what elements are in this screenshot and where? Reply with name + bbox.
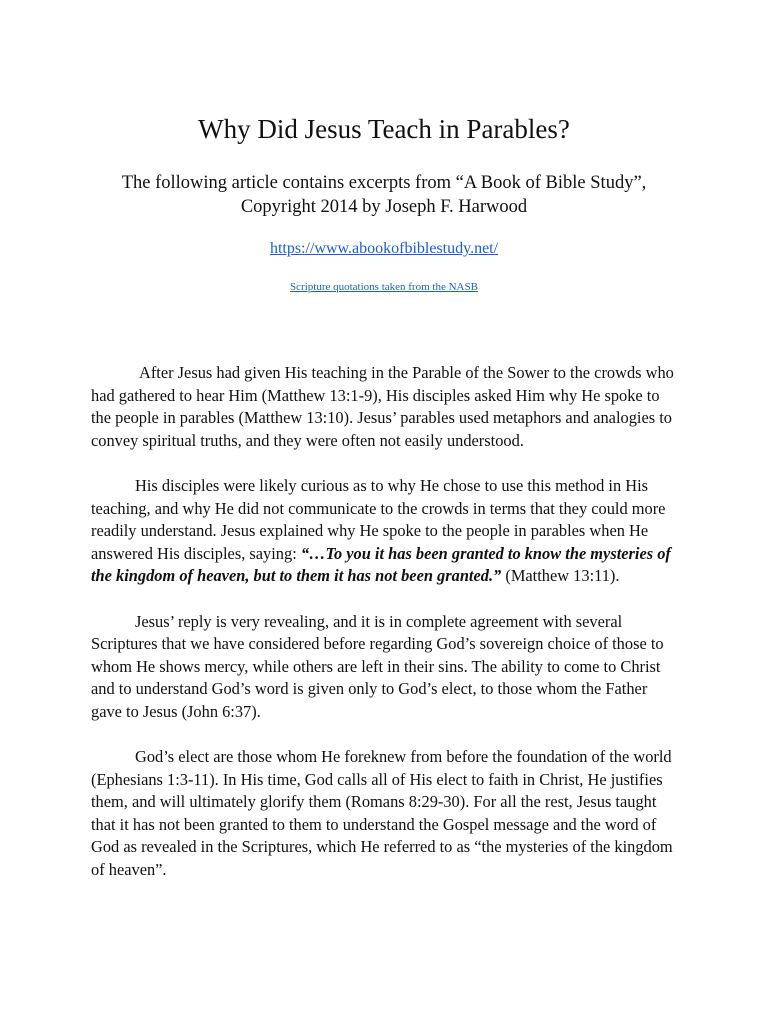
paragraph-2 — [91, 475, 681, 588]
paragraph-4: God’s elect are those whom He foreknew from before the foundation of the world (Ephesians 1:3-11). In His time, God calls all of His elect to faith in Christ, He justifies them, and will ultimately glorify them (Romans 8:29-30). For all the rest, Jesus taught that it has not been granted to them to understand the Gospel message and the word of God as revealed in the Scriptures, which He referred to as “the mysteries of the kingdom of heaven”. — [91, 747, 673, 880]
paragraph-1: After Jesus had given His teaching in the Parable of the Sower to the crowds who had gathered to hear Him (Matthew 13:1-9), His disciples asked Him why He spoke to the people in parables (Matthew 13:10). Jesus’ parables used metaphors and analogies to convey spiritual truths, and they were often not easily understood. — [91, 363, 674, 450]
scripture-quote: “…To you it has been granted to know the mysteries of the kingdom of heaven, but to them it has not been granted.” — [91, 543, 671, 586]
subtitle-line-1: The following article contains excerpts from “A Book of Bible Study”, — [121, 173, 647, 193]
subtitle — [0, 171, 768, 219]
subtitle-line-2: Copyright 2014 by Joseph F. Harwood — [240, 197, 528, 217]
paragraph-2-citation: (Matthew 13:11). — [501, 566, 620, 586]
paragraph-2-text: His disciples were likely curious as to why He chose to use this method in His teaching, and why He did not communicate to the crowds in terms that they could more readily understand. Jesus explained why He spoke to the people in parables when He answered His disciples, saying: — [91, 475, 666, 563]
paragraph-3: Jesus’ reply is very revealing, and it is in complete agreement with several Scriptures that we have considered before regarding God’s sovereign choice of those to whom He shows mercy, while others are left in their sins. The ability to come to Christ and to understand God’s word is given only to God’s elect, to those whom the Father gave to Jesus (John 6:37). — [91, 611, 664, 721]
website-link[interactable]: https://www.abookofbiblestudy.net/ — [269, 240, 499, 257]
scripture-link-row — [0, 279, 768, 295]
scripture-source-link[interactable]: Scripture quotations taken from the NASB — [290, 281, 478, 293]
page-title: Why Did Jesus Teach in Parables? — [198, 114, 570, 144]
website-link-row — [0, 238, 768, 260]
article-body — [91, 362, 681, 904]
